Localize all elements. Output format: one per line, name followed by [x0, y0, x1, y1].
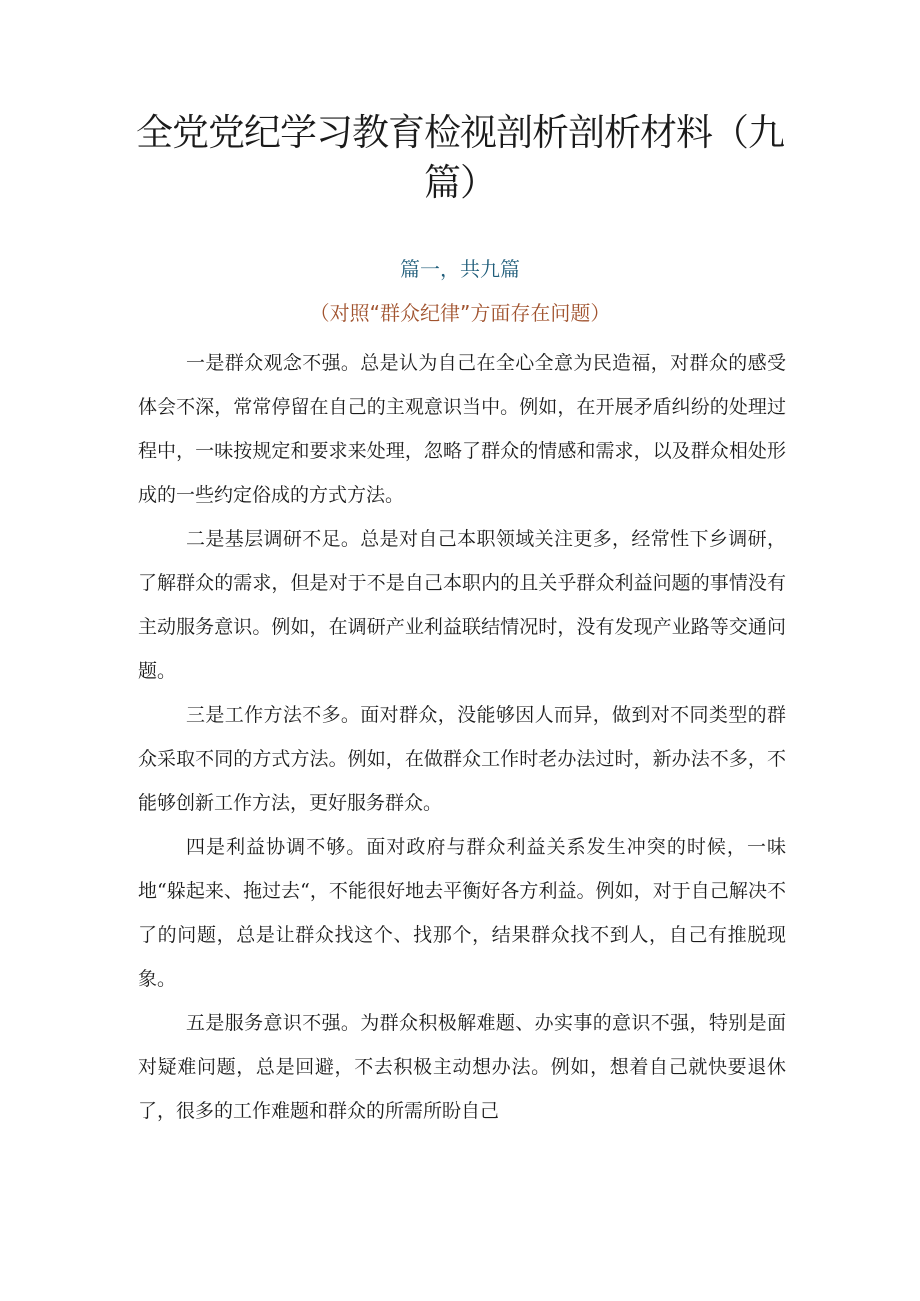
paragraph-5: 五是服务意识不强。为群众积极解难题、办实事的意识不强，特别是面对疑难问题，总是回避，不去积极主动想办法。例如，想着自己就快要退休了，很多的工作难题和群众的所需所盼自己 [138, 1012, 786, 1122]
document-body [138, 341, 786, 1133]
section-subheading: （对照“群众纪律”方面存在问题） [309, 301, 611, 325]
document-title: 全党党纪学习教育检视剖析剖析材料（九篇） [136, 111, 784, 204]
section-heading: 篇一，共九篇 [400, 257, 520, 281]
paragraph-3: 三是工作方法不多。面对群众，没能够因人而异，做到对不同类型的群众采取不同的方式方法。例如，在做群众工作时老办法过时，新办法不多，不能够创新工作方法，更好服务群众。 [138, 704, 786, 814]
paragraph-2: 二是基层调研不足。总是对自己本职领域关注更多，经常性下乡调研，了解群众的需求，但是对于不是自己本职内的且关乎群众利益问题的事情没有主动服务意识。例如，在调研产业利益联结情况时，没有发现产业路等交通问题。 [138, 528, 786, 682]
paragraph-1: 一是群众观念不强。总是认为自己在全心全意为民造福，对群众的感受体会不深，常常停留在自己的主观意识当中。例如，在开展矛盾纠纷的处理过程中，一味按规定和要求来处理，忽略了群众的情感和需求，以及群众相处形成的一些约定俗成的方式方法。 [138, 352, 786, 506]
paragraph-4: 四是利益协调不够。面对政府与群众利益关系发生冲突的时候，一味地“躲起来、拖过去“，不能很好地去平衡好各方利益。例如，对于自己解决不了的问题，总是让群众找这个、找那个，结果群众找不到人，自己有推脱现象。 [138, 836, 786, 990]
